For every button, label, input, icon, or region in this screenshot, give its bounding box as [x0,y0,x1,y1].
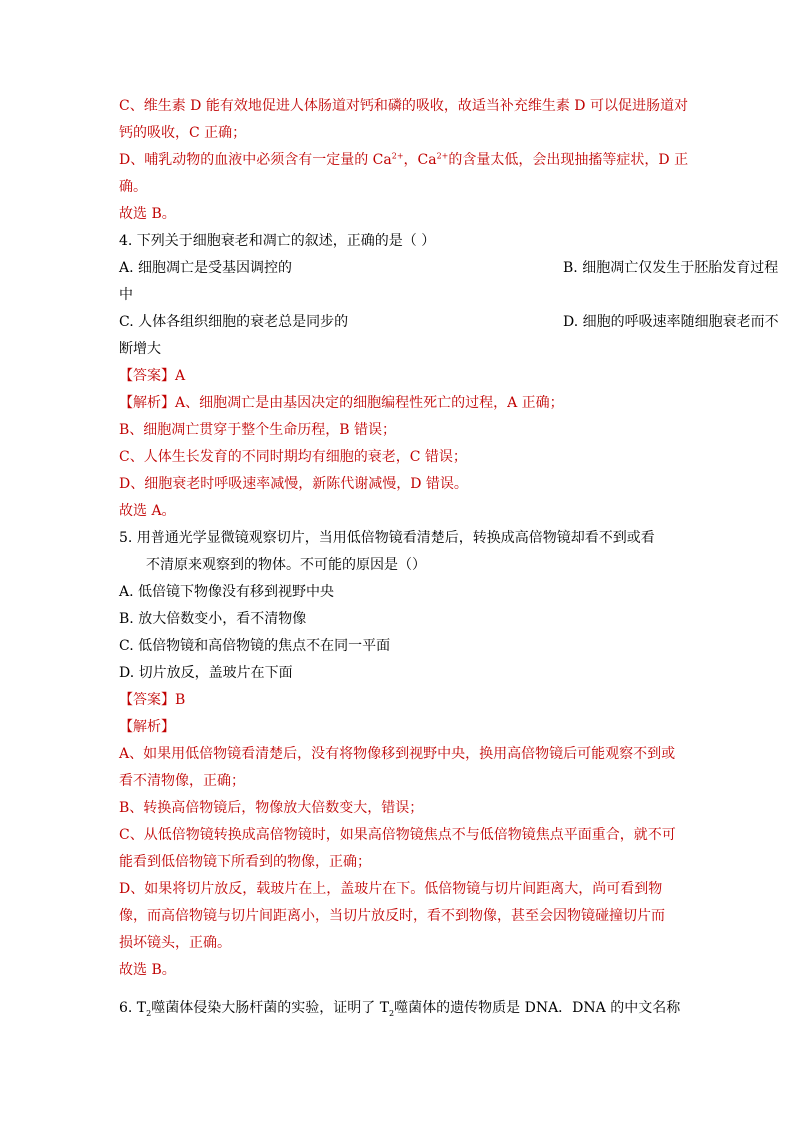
q4-analysis-b: B、细胞凋亡贯穿于整个生命历程，B 错误； [119,422,397,438]
q4-option-d-cont: 断增大 [119,341,161,357]
q6-end: 噬菌体的遗传物质是 DNA．DNA 的中文名称 [394,1000,681,1016]
q6-stem [119,998,680,1018]
q4-analysis-label: 【解析】 [119,395,175,411]
q4-stem: 4. 下列关于细胞衰老和凋亡的叙述，正确的是（ ） [119,233,436,249]
prev-option-c-line1: C、维生素 D 能有效地促进人体肠道对钙和磷的吸收，故适当补充维生素 D 可以促进肠道对 [119,98,688,114]
q4-option-a: A. 细胞凋亡是受基因调控的 [119,260,293,276]
q5-analysis-d-line1: D、如果将切片放反，载玻片在上，盖玻片在下。低倍物镜与切片间距离大，尚可看到物 [119,881,663,897]
q4-option-b: B. 细胞凋亡仅发生于胚胎发育过程 [563,260,779,276]
q5-analysis-a-line2: 看不清物像，正确； [119,773,245,789]
prev-d-text-a: D、哺乳动物的血液中必须含有一定量的 Ca [119,152,392,168]
q4-options-ab [119,258,779,278]
q4-analysis-a-text: A、细胞凋亡是由基因决定的细胞编程性死亡的过程，A 正确； [175,395,564,411]
q6-sub1: 2 [146,1008,152,1018]
q4-analysis-d: D、细胞衰老时呼吸速率减慢，新陈代谢减慢，D 错误。 [119,476,468,492]
q6-sub2: 2 [389,1008,395,1018]
q4-option-b-cont: 中 [119,287,133,303]
q4-analysis-c: C、人体生长发育的不同时期均有细胞的衰老，C 错误； [119,449,467,465]
q5-conclusion: 故选 B。 [119,962,176,978]
q4-conclusion: 故选 A。 [119,503,176,519]
q5-analysis-label: 【解析】 [119,719,175,735]
q4-options-cd [119,312,779,332]
q5-analysis-d-line3: 损坏镜头，正确。 [119,935,231,951]
prev-d-text-b: ，Ca [403,152,437,168]
q5-analysis-d-line2: 像，而高倍物镜与切片间距离小，当切片放反时，看不到物像，甚至会因物镜碰撞切片而 [119,908,665,924]
q5-answer: 【答案】B [119,692,186,708]
q6-mid: 噬菌体侵染大肠杆菌的实验，证明了 T [151,1000,390,1016]
q5-option-a: A. 低倍镜下物像没有移到视野中央 [119,584,335,600]
prev-d-text-c: 的含量太低，会出现抽搐等症状，D 正 [448,152,689,168]
prev-d-sup2: 2+ [436,151,449,161]
prev-option-d-line2: 确。 [119,179,147,195]
q4-answer: 【答案】A [119,368,186,384]
q4-analysis-a [119,393,564,413]
q5-option-d: D. 切片放反，盖玻片在下面 [119,665,293,681]
prev-option-c-line2: 钙的吸收，C 正确； [119,125,247,141]
q5-analysis-b: B、转换高倍物镜后，物像放大倍数变大，错误； [119,800,424,816]
q5-stem-line1: 5. 用普通光学显微镜观察切片，当用低倍物镜看清楚后，转换成高倍物镜却看不到或看 [119,530,655,546]
q5-analysis-a-line1: A、如果用低倍物镜看清楚后，没有将物像移到视野中央，换用高倍物镜后可能观察不到或 [119,746,676,762]
q5-option-b: B. 放大倍数变小，看不清物像 [119,611,307,627]
q5-analysis-c-line1: C、从低倍物镜转换成高倍物镜时，如果高倍物镜焦点不与低倍物镜焦点平面重合，就不可 [119,827,676,843]
q5-stem-line2: 不清原来观察到的物体。不可能的原因是（） [146,557,426,573]
q4-option-c: C. 人体各组织细胞的衰老总是同步的 [119,314,349,330]
q5-option-c: C. 低倍物镜和高倍物镜的焦点不在同一平面 [119,638,391,654]
q5-analysis-c-line2: 能看到低倍物镜下所看到的物像，正确； [119,854,371,870]
q4-option-d: D. 细胞的呼吸速率随细胞衰老而不 [563,314,779,330]
prev-option-d-line1 [119,150,688,170]
prev-d-sup1: 2+ [391,151,404,161]
q6-num: 6. T [119,1000,147,1016]
prev-conclusion: 故选 B。 [119,206,176,222]
